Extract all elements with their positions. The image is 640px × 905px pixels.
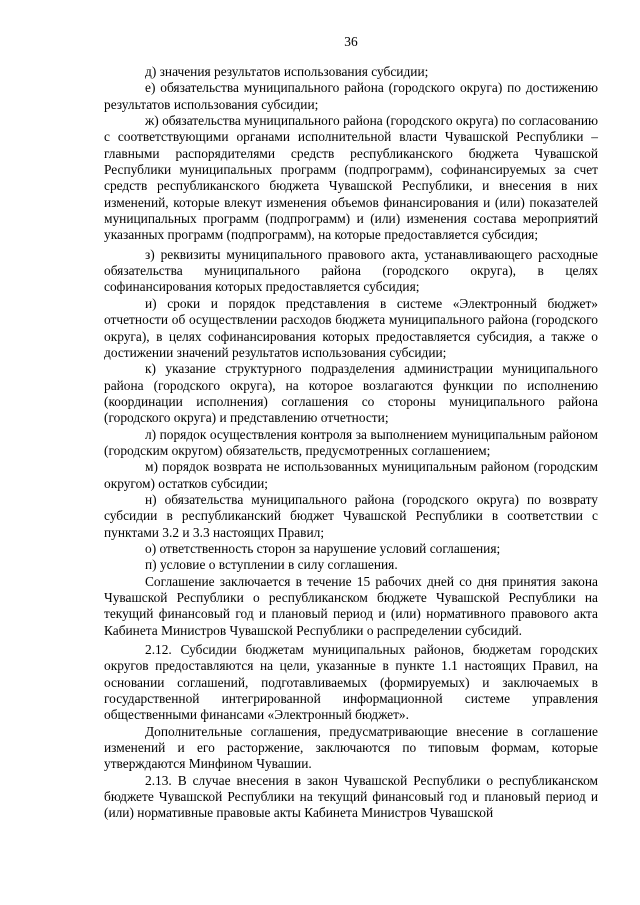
page-number: 36 [344,34,358,49]
paragraph-o: о) ответственность сторон за нарушение условий соглашения; [145,540,501,556]
paragraph-2-13: 2.13. В случае внесения в закон Чувашской Республики о республиканском бюджете Чувашской Республики на текущий финансовый год и плановый период и (или) нормативные правовые акты Кабинета Министров Чувашской [104,772,598,821]
paragraph-zh: ж) обязательства муниципального района (городского округа) по согласованию с соответствующими органами исполнительной власти Чувашской Республики – главными распорядителями средств республиканского бюджета Чувашской Республики муниципальных программ (подпрограмм), софинансируемых за счет средств республиканского бюджета Чувашской Республики, и внесения в них изменений, которые влекут изменения объемов финансирования и (или) показателей муниципальных программ (подпрограмм) и (или) изменения состава мероприятий указанных программ (подпрограмм), на которые предоставляется субсидия; [104,113,598,243]
paragraph-d: д) значения результатов использования субсидии; [145,64,429,79]
paragraph-additional-agreements: Дополнительные соглашения, предусматривающие внесение в соглашение изменений и его расторжение, заключаются по типовым формам, которые утверждаются Минфином Чувашии. [104,723,598,772]
paragraph-k: к) указание структурного подразделения администрации муниципального района (городского округа), на которое возлагаются функции по исполнению (координации исполнения) соглашения со стороны муниципального района (городского округа) и представлению отчетности; [104,361,598,426]
paragraph-n: н) обязательства муниципального района (городского округа) по возврату субсидии в республиканский бюджет Чувашской Республики в соответствии с пунктами 3.2 и 3.3 настоящих Правил; [104,491,598,540]
paragraph-2-12: 2.12. Субсидии бюджетам муниципальных районов, бюджетам городских округов предоставляются на цели, указанные в пункте 1.1 настоящих Правил, на основании соглашений, подготавливаемых (формируемых) и заключаемых в государственной интегрированной информационной системе управления общественными финансами «Электронный бюджет». [104,642,598,723]
paragraph-z: з) реквизиты муниципального правового акта, устанавливающего расходные обязательства муниципального района (городского округа), в целях софинансирования которых предоставляется субсидия; [104,246,598,295]
paragraph-agreement-term: Соглашение заключается в течение 15 рабочих дней со дня принятия закона Чувашской Республики о республиканском бюджете Чувашской Республики на текущий финансовый год и плановый период и (или) нормативного правового акта Кабинета Министров Чувашской Республики о распределении субсидий. [104,573,598,638]
paragraph-m: м) порядок возврата не использованных муниципальным районом (городским округом) остатков субсидии; [104,459,598,491]
paragraph-l: л) порядок осуществления контроля за выполнением муниципальным районом (городским округом) обязательств, предусмотренных соглашением; [104,426,598,458]
paragraph-i: и) сроки и порядок представления в системе «Электронный бюджет» отчетности об осуществлении расходов бюджета муниципального района (городского округа), в целях софинансирования которых предоставляется субсидия, а также о достижении значений результатов использования субсидии; [104,295,598,360]
paragraph-e: е) обязательства муниципального района (городского округа) по достижению результатов использования субсидии; [104,80,598,112]
paragraph-p: п) условие о вступлении в силу соглашения. [145,557,398,573]
